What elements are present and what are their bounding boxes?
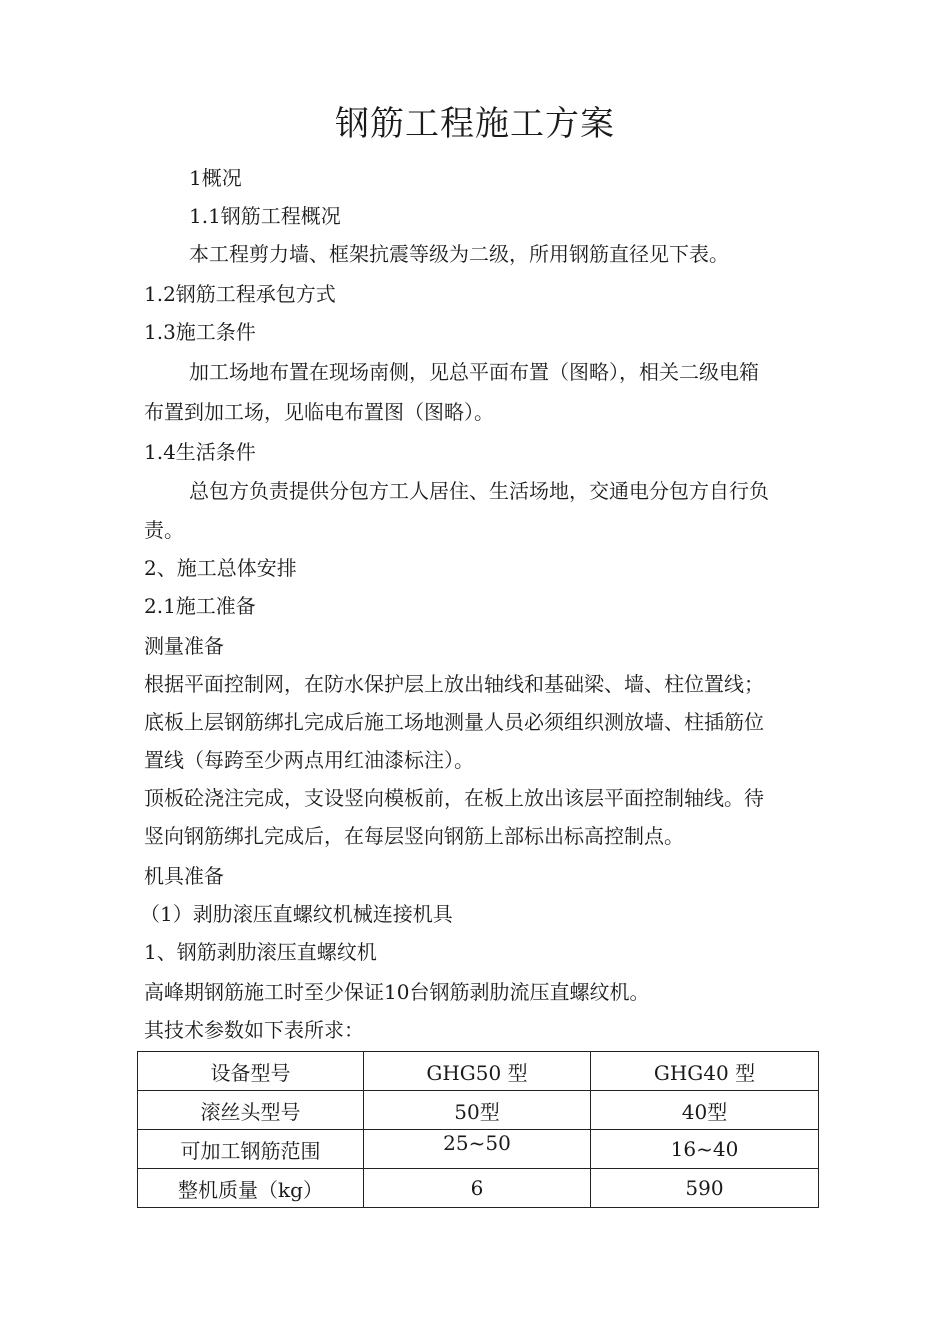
heading-construction-conditions: 1.3施工条件 (144, 320, 256, 344)
table-cell: GHG40 型 (591, 1052, 819, 1091)
table-cell: 可加工钢筋范围 (138, 1130, 364, 1169)
paragraph-line: 本工程剪力墙、框架抗震等级为二级，所用钢筋直径见下表。 (189, 242, 729, 266)
table-cell (364, 1130, 591, 1169)
heading-rebar-overview: 1.1钢筋工程概况 (189, 204, 341, 228)
heading-survey-prep: 测量准备 (144, 634, 224, 658)
table-row (138, 1091, 819, 1130)
table-cell: 40型 (591, 1091, 819, 1130)
technical-parameters-table (137, 1051, 819, 1208)
heading-overview: 1概况 (189, 166, 242, 190)
paragraph-line: 高峰期钢筋施工时至少保证10台钢筋剥肋流压直螺纹机。 (144, 980, 650, 1004)
table-cell: 整机质量（kg） (138, 1169, 364, 1208)
table-cell: 16~40 (591, 1130, 819, 1169)
table-cell: 50型 (364, 1091, 591, 1130)
paragraph-line: 加工场地布置在现场南侧，见总平面布置（图略），相关二级电箱 (189, 360, 759, 384)
heading-general-arrangement: 2、施工总体安排 (144, 556, 297, 580)
paragraph-line: 根据平面控制网，在防水保护层上放出轴线和基础梁、墙、柱位置线； (144, 672, 764, 696)
heading-contract-method: 1.2钢筋工程承包方式 (144, 282, 336, 306)
paragraph-line: 总包方负责提供分包方工人居住、生活场地，交通电分包方自行负 (189, 479, 769, 503)
paragraph-line: 底板上层钢筋绑扎完成后施工场地测量人员必须组织测放墙、柱插筋位 (144, 710, 764, 734)
heading-equipment-prep: 机具准备 (144, 864, 224, 888)
subheading-threading-machine: 1、钢筋剥肋滚压直螺纹机 (144, 940, 377, 964)
table-row (138, 1052, 819, 1091)
table-cell: 滚丝头型号 (138, 1091, 364, 1130)
table-cell: GHG50 型 (364, 1052, 591, 1091)
paragraph-line: 其技术参数如下表所求： (144, 1018, 364, 1042)
heading-living-conditions: 1.4生活条件 (144, 440, 256, 464)
document-title: 钢筋工程施工方案 (335, 104, 615, 144)
table-cell: 590 (591, 1169, 819, 1208)
table-cell: 设备型号 (138, 1052, 364, 1091)
paragraph-line: 布置到加工场，见临电布置图（图略）。 (144, 400, 494, 424)
paragraph-line: 置线（每跨至少两点用红油漆标注）。 (144, 748, 474, 772)
paragraph-line: 责。 (144, 518, 184, 542)
table-row (138, 1130, 819, 1169)
table-cell-value: 25~50 (443, 1131, 511, 1155)
paragraph-line: 竖向钢筋绑扎完成后，在每层竖向钢筋上部标出标高控制点。 (144, 824, 684, 848)
heading-construction-prep: 2.1施工准备 (144, 594, 256, 618)
paragraph-line: 顶板砼浇注完成，支设竖向模板前，在板上放出该层平面控制轴线。待 (144, 786, 764, 810)
table-row (138, 1169, 819, 1208)
table-cell: 6 (364, 1169, 591, 1208)
subheading-mechanical-connection: （1）剥肋滚压直螺纹机械连接机具 (140, 902, 453, 926)
